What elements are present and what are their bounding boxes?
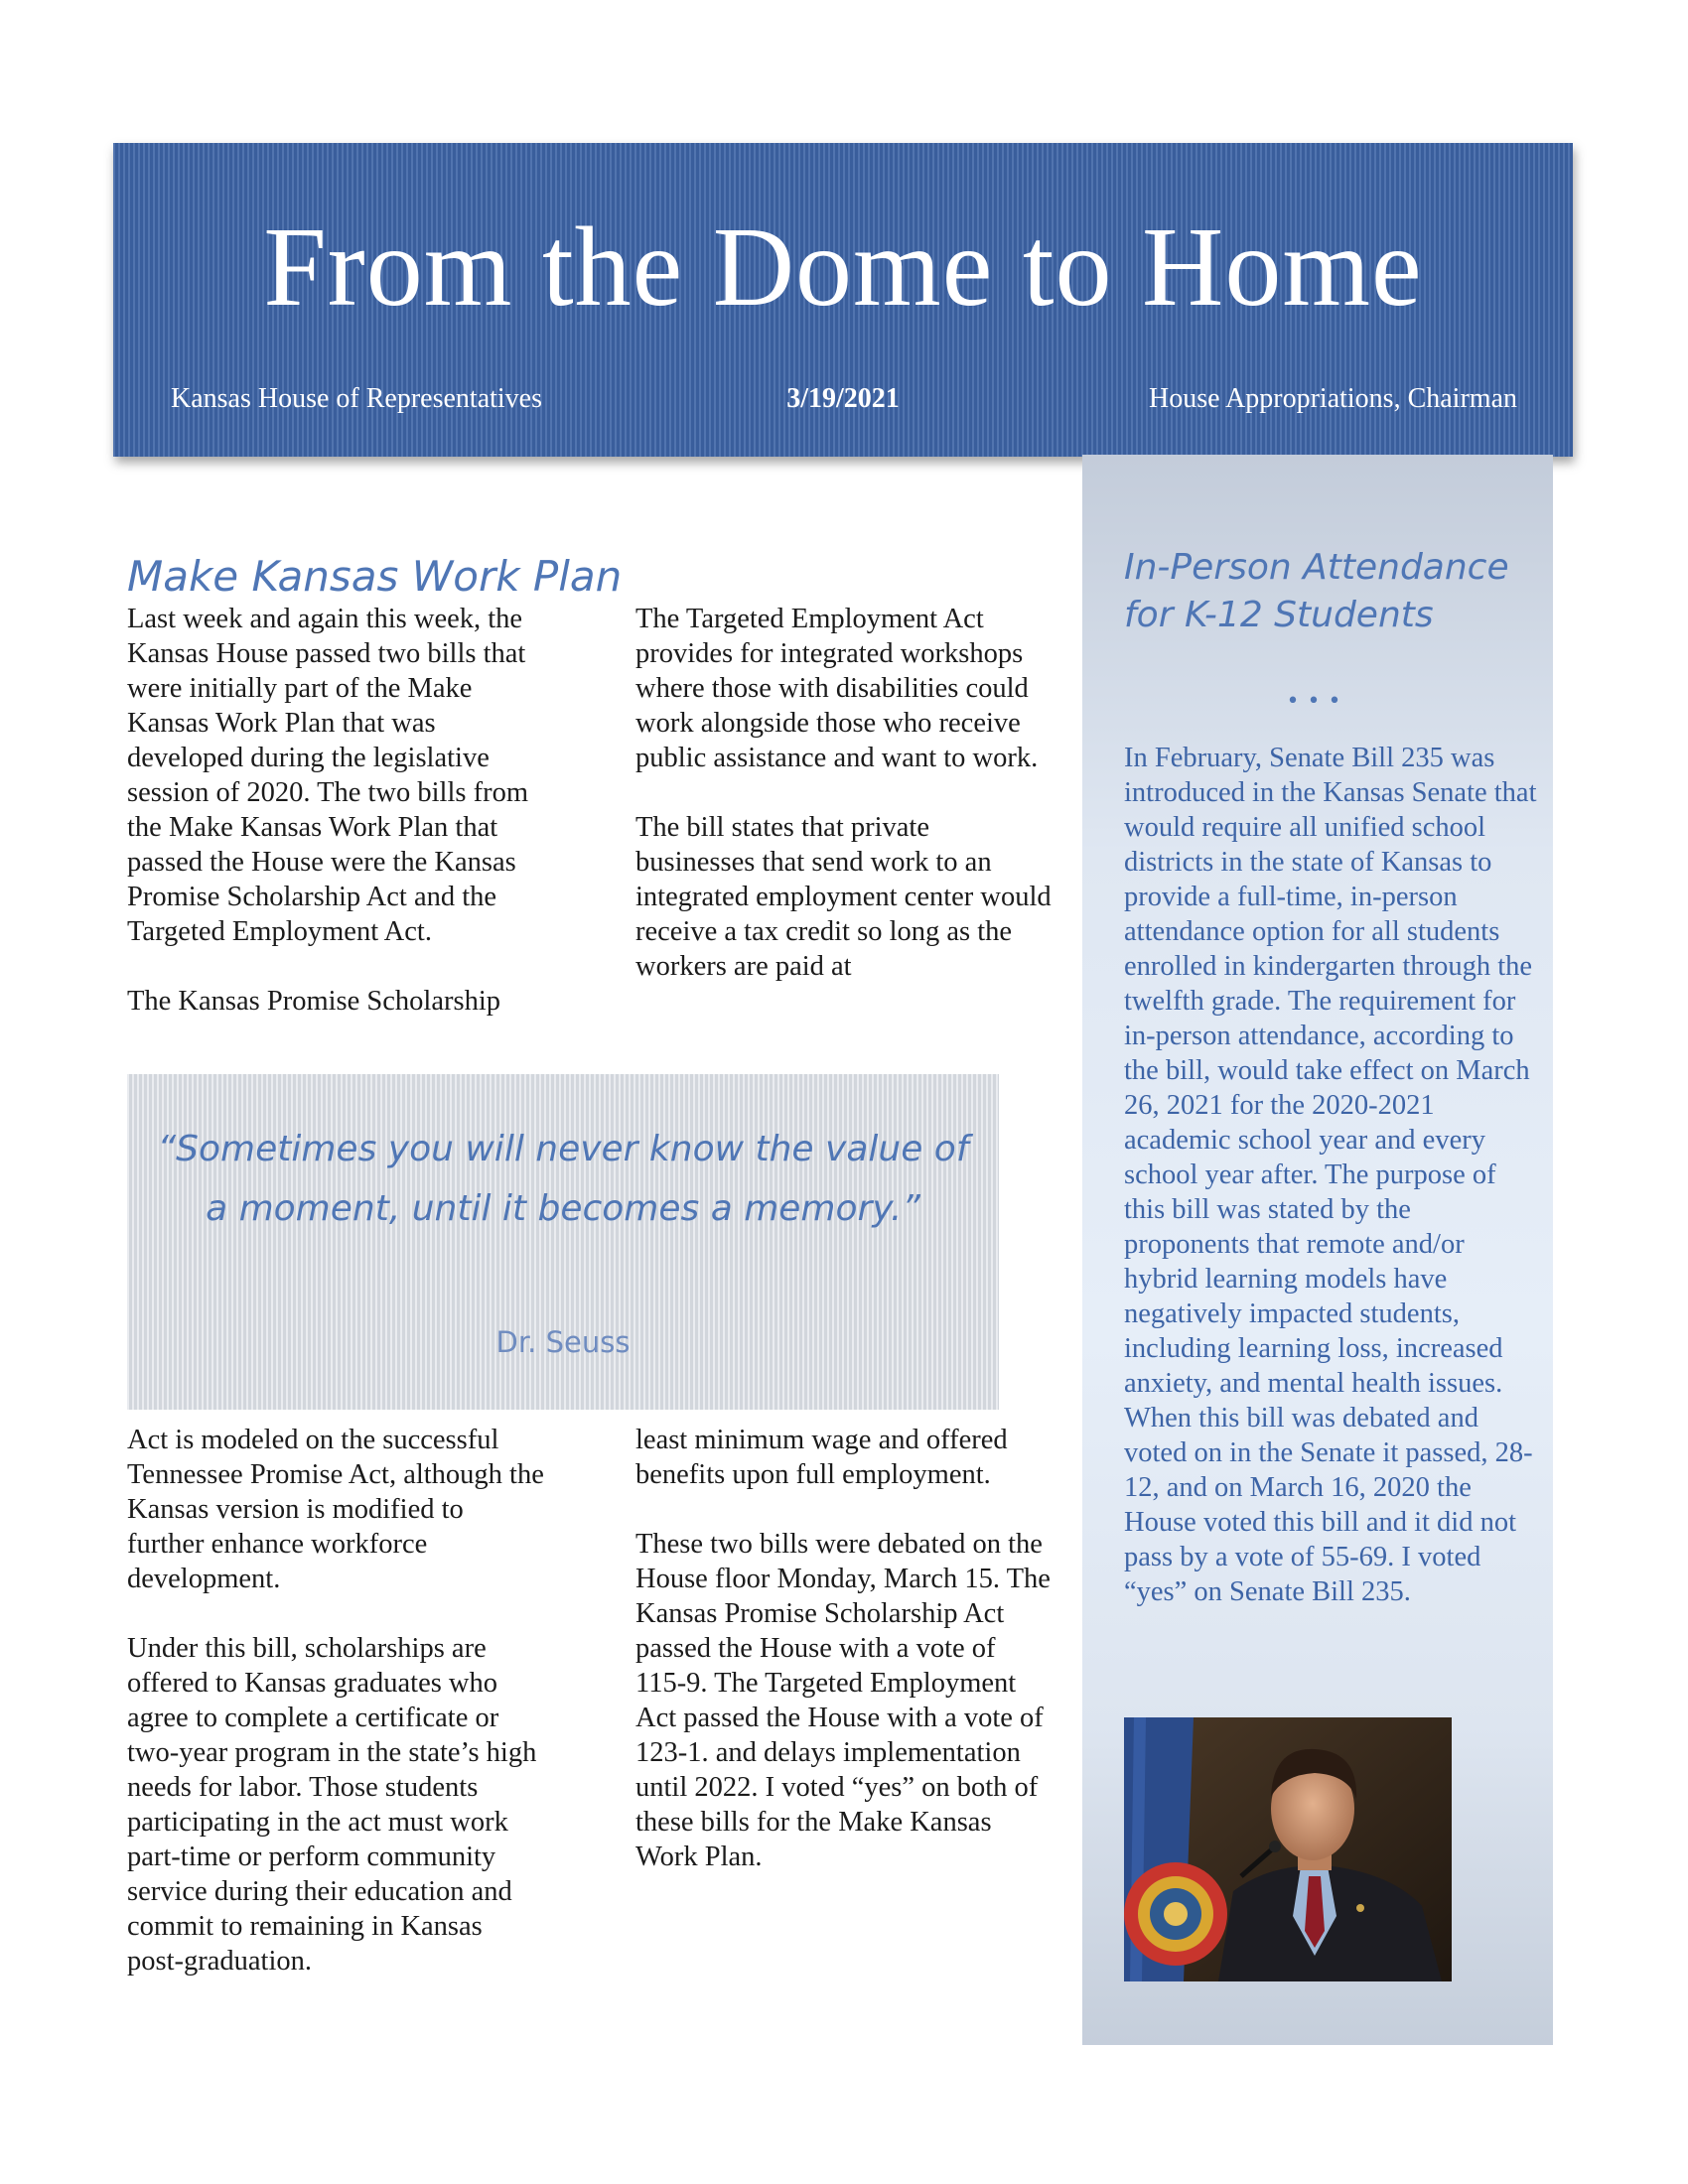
masthead-date: 3/19/2021	[786, 383, 900, 414]
sidebar-body: In February, Senate Bill 235 was introduced in the Kansas Senate that would require all unified school districts in the state of Kansas to provide a full-time, in-person attendance option for all students enrolled in kindergarten through the twelfth grade. The requirement for in-person attendance, according to the bill, would take effect on March 26, 2021 for the 2020-2021 academic school year and every school year after. The purpose of this bill was stated by the proponents that remote and/or hybrid learning models have negatively impacted students, including learning loss, increased anxiety, and mental health issues. When this bill was debated and voted on in the Senate it passed, 28-12, and on March 16, 2020 the House voted this bill and it did not pass by a vote of 55-69. I voted “yes” on Senate Bill 235.	[1124, 743, 1537, 1607]
article-column-2-top	[635, 602, 1053, 984]
sidebar-divider: •••	[1286, 689, 1349, 714]
sidebar	[1082, 455, 1553, 2045]
quote-author: Dr. Seuss	[495, 1325, 631, 1359]
pull-quote-box	[127, 1074, 999, 1410]
article-heading: Make Kansas Work Plan	[127, 552, 623, 601]
quote-text: “Sometimes you will never know the value of a moment, until it becomes a memory.”	[157, 1129, 969, 1229]
article-column-1-top	[127, 602, 544, 1019]
masthead-organization: Kansas House of Representatives	[171, 383, 543, 414]
paragraph: Last week and again this week, the Kansas House passed two bills that were initially part of the Make Kansas Work Plan that was developed during the legislative session of 2020. The two bills from the Make Kansas Work Plan that passed the House were the Kansas Promise Scholarship Act and the Targeted Employment Act.	[127, 604, 528, 947]
masthead-role: House Appropriations, Chairman	[1149, 383, 1517, 414]
paragraph: These two bills were debated on the House floor Monday, March 15. The Kansas Promise Scholarship Act passed the House with a vote of 115-9. The Targeted Employment Act passed the House with a vote of 123-1. and delays implementation until 2022. I voted “yes” on both of these bills for the Make Kansas Work Plan.	[635, 1529, 1051, 1872]
paragraph: The bill states that private businesses that send work to an integrated employment center would receive a tax credit so long as the workers are paid at	[635, 812, 1052, 982]
newsletter-title: From the Dome to Home	[263, 204, 1423, 330]
paragraph: Under this bill, scholarships are offered to Kansas graduates who agree to complete a certificate or two-year program in the state’s high needs for labor. Those students participating in the act must work part-time or perform community service during their education and commit to remaining in Kansas post-graduation.	[127, 1633, 537, 1977]
photo-illustration	[1124, 1717, 1452, 1981]
paragraph: The Targeted Employment Act provides for integrated workshops where those with disabilities could work alongside those who receive public assistance and want to work.	[635, 604, 1039, 773]
masthead-banner	[113, 143, 1573, 457]
article-column-2-bottom	[635, 1423, 1053, 1874]
sidebar-heading: In-Person Attendance for K-12 Students	[1124, 547, 1509, 635]
paragraph: Act is modeled on the successful Tennessee Promise Act, although the Kansas version is modified to further enhance workforce development.	[127, 1425, 544, 1594]
paragraph: least minimum wage and offered benefits upon full employment.	[635, 1425, 1008, 1490]
article-column-1-bottom	[127, 1423, 544, 1979]
paragraph: The Kansas Promise Scholarship	[127, 986, 500, 1017]
representative-photo	[1124, 1717, 1452, 1981]
